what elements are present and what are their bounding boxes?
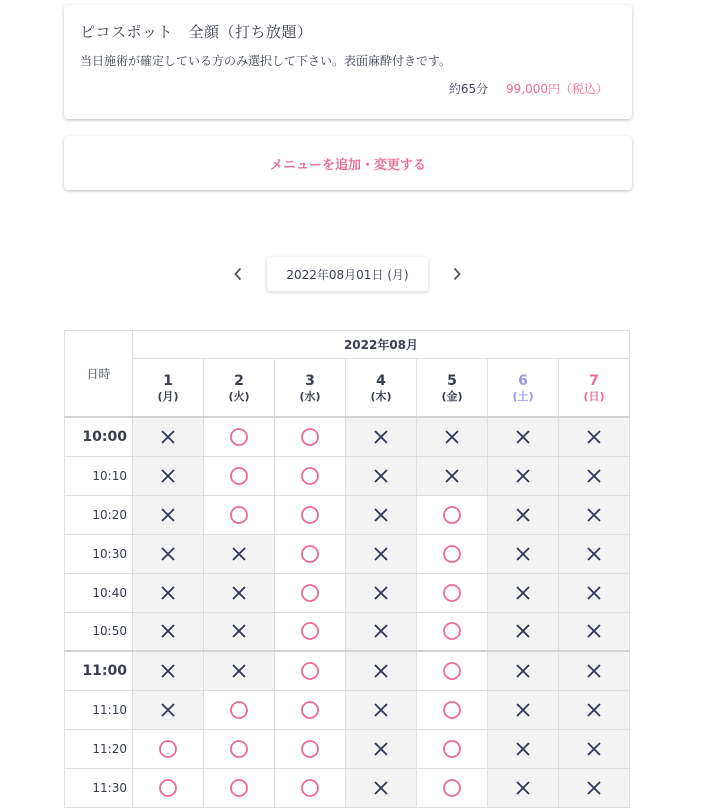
unavailable-slot: [488, 534, 559, 573]
day-header-5: [417, 359, 488, 418]
cross-unavailable-icon: [373, 546, 389, 562]
cross-unavailable-icon: [373, 468, 389, 484]
available-slot[interactable]: [275, 729, 346, 768]
cross-unavailable-icon: [444, 429, 460, 445]
circle-open-icon: [300, 583, 320, 603]
circle-open-icon: [229, 427, 249, 447]
available-slot[interactable]: [275, 456, 346, 495]
unavailable-slot: [346, 612, 417, 651]
available-slot[interactable]: [204, 495, 275, 534]
day-number: 1: [163, 372, 173, 389]
cross-unavailable-icon: [586, 546, 602, 562]
day-number: 6: [518, 372, 528, 389]
circle-open-icon: [300, 700, 320, 720]
circle-open-icon: [229, 700, 249, 720]
available-slot[interactable]: [204, 456, 275, 495]
day-header-7: [559, 359, 630, 418]
circle-open-icon: [158, 739, 178, 759]
available-slot[interactable]: [204, 690, 275, 729]
unavailable-slot: [488, 495, 559, 534]
time-slot-row: [65, 651, 630, 690]
day-header-4: [346, 359, 417, 418]
day-weekday: (日): [583, 389, 605, 403]
unavailable-slot: [559, 495, 630, 534]
cross-unavailable-icon: [160, 507, 176, 523]
unavailable-slot: [346, 768, 417, 807]
available-slot[interactable]: [417, 534, 488, 573]
menu-price: 99,000円（税込）: [506, 82, 608, 96]
chevron-left-icon[interactable]: [226, 262, 250, 286]
time-slot-row: [65, 690, 630, 729]
available-slot[interactable]: [417, 651, 488, 690]
available-slot[interactable]: [417, 495, 488, 534]
available-slot[interactable]: [417, 768, 488, 807]
unavailable-slot: [488, 651, 559, 690]
day-number: 5: [447, 372, 457, 389]
unavailable-slot: [488, 768, 559, 807]
day-number: 2: [234, 372, 244, 389]
slot-body: [65, 417, 630, 807]
add-change-menu-button[interactable]: [64, 136, 632, 190]
day-weekday: (火): [228, 389, 250, 403]
time-slot-row: [65, 495, 630, 534]
time-slot-row: [65, 456, 630, 495]
cross-unavailable-icon: [515, 741, 531, 757]
available-slot[interactable]: [275, 768, 346, 807]
available-slot[interactable]: [133, 729, 204, 768]
unavailable-slot: [559, 456, 630, 495]
circle-open-icon: [300, 739, 320, 759]
reservation-schedule-table: [64, 330, 630, 808]
day-header-6: [488, 359, 559, 418]
unavailable-slot: [346, 417, 417, 456]
circle-open-icon: [300, 544, 320, 564]
cross-unavailable-icon: [373, 741, 389, 757]
available-slot[interactable]: [417, 729, 488, 768]
circle-open-icon: [442, 621, 462, 641]
cross-unavailable-icon: [586, 663, 602, 679]
day-header-1: [133, 359, 204, 418]
unavailable-slot: [559, 651, 630, 690]
day-weekday: (月): [157, 389, 179, 403]
unavailable-slot: [346, 456, 417, 495]
cross-unavailable-icon: [373, 780, 389, 796]
time-label: 10:30: [65, 534, 133, 573]
unavailable-slot: [133, 573, 204, 612]
circle-open-icon: [442, 700, 462, 720]
unavailable-slot: [488, 690, 559, 729]
unavailable-slot: [417, 456, 488, 495]
circle-open-icon: [229, 778, 249, 798]
time-label: 10:20: [65, 495, 133, 534]
available-slot[interactable]: [204, 768, 275, 807]
add-change-menu-label: メニューを追加・変更する: [269, 158, 426, 173]
cross-unavailable-icon: [515, 468, 531, 484]
selected-menu-card: [64, 5, 632, 119]
cross-unavailable-icon: [373, 663, 389, 679]
cross-unavailable-icon: [160, 546, 176, 562]
cross-unavailable-icon: [231, 623, 247, 639]
cross-unavailable-icon: [586, 623, 602, 639]
circle-open-icon: [158, 778, 178, 798]
cross-unavailable-icon: [160, 468, 176, 484]
cross-unavailable-icon: [586, 702, 602, 718]
unavailable-slot: [204, 612, 275, 651]
cross-unavailable-icon: [373, 429, 389, 445]
unavailable-slot: [133, 690, 204, 729]
menu-title: ピコスポット 全顔（打ち放題）: [80, 23, 313, 41]
time-label: 10:00: [65, 417, 133, 456]
day-weekday: (木): [370, 389, 392, 403]
unavailable-slot: [488, 729, 559, 768]
chevron-right-icon[interactable]: [445, 262, 469, 286]
cross-unavailable-icon: [231, 663, 247, 679]
circle-open-icon: [442, 661, 462, 681]
unavailable-slot: [559, 534, 630, 573]
cross-unavailable-icon: [515, 429, 531, 445]
day-header-row: [65, 359, 630, 418]
cross-unavailable-icon: [515, 546, 531, 562]
cross-unavailable-icon: [515, 623, 531, 639]
time-label: 10:50: [65, 612, 133, 651]
available-slot[interactable]: [275, 651, 346, 690]
unavailable-slot: [133, 495, 204, 534]
time-label: 11:20: [65, 729, 133, 768]
unavailable-slot: [346, 651, 417, 690]
time-label: 10:10: [65, 456, 133, 495]
cross-unavailable-icon: [586, 780, 602, 796]
cross-unavailable-icon: [515, 507, 531, 523]
cross-unavailable-icon: [160, 702, 176, 718]
unavailable-slot: [346, 690, 417, 729]
menu-meta: [449, 80, 608, 97]
unavailable-slot: [133, 612, 204, 651]
unavailable-slot: [346, 729, 417, 768]
circle-open-icon: [229, 505, 249, 525]
circle-open-icon: [300, 427, 320, 447]
unavailable-slot: [346, 495, 417, 534]
unavailable-slot: [559, 612, 630, 651]
cross-unavailable-icon: [515, 780, 531, 796]
available-slot[interactable]: [417, 612, 488, 651]
unavailable-slot: [133, 534, 204, 573]
month-header: 2022年08月: [133, 331, 630, 359]
time-label: 11:10: [65, 690, 133, 729]
cross-unavailable-icon: [373, 702, 389, 718]
unavailable-slot: [204, 573, 275, 612]
time-slot-row: [65, 768, 630, 807]
available-slot[interactable]: [275, 690, 346, 729]
unavailable-slot: [133, 456, 204, 495]
time-label: 10:40: [65, 573, 133, 612]
menu-description: 当日施術が確定している方のみ選択して下さい。表面麻酔付きです。: [80, 54, 452, 68]
circle-open-icon: [300, 661, 320, 681]
cross-unavailable-icon: [231, 585, 247, 601]
unavailable-slot: [133, 417, 204, 456]
cross-unavailable-icon: [586, 429, 602, 445]
circle-open-icon: [300, 778, 320, 798]
unavailable-slot: [133, 651, 204, 690]
time-column-header: 日時: [65, 331, 133, 418]
unavailable-slot: [488, 417, 559, 456]
unavailable-slot: [204, 651, 275, 690]
cross-unavailable-icon: [515, 585, 531, 601]
unavailable-slot: [559, 690, 630, 729]
day-number: 7: [589, 372, 599, 389]
cross-unavailable-icon: [586, 741, 602, 757]
time-slot-row: [65, 417, 630, 456]
cross-unavailable-icon: [515, 702, 531, 718]
circle-open-icon: [300, 466, 320, 486]
current-date-button[interactable]: [267, 257, 428, 291]
time-slot-row: [65, 534, 630, 573]
cross-unavailable-icon: [160, 623, 176, 639]
cross-unavailable-icon: [515, 663, 531, 679]
unavailable-slot: [346, 534, 417, 573]
cross-unavailable-icon: [160, 585, 176, 601]
available-slot[interactable]: [133, 768, 204, 807]
circle-open-icon: [442, 505, 462, 525]
date-navigator: [0, 256, 707, 292]
cross-unavailable-icon: [586, 468, 602, 484]
unavailable-slot: [417, 417, 488, 456]
day-number: 3: [305, 372, 315, 389]
available-slot[interactable]: [275, 573, 346, 612]
circle-open-icon: [442, 544, 462, 564]
available-slot[interactable]: [275, 612, 346, 651]
unavailable-slot: [488, 456, 559, 495]
day-weekday: (土): [512, 389, 534, 403]
available-slot[interactable]: [275, 534, 346, 573]
available-slot[interactable]: [275, 495, 346, 534]
time-slot-row: [65, 729, 630, 768]
cross-unavailable-icon: [444, 468, 460, 484]
day-weekday: (金): [441, 389, 463, 403]
cross-unavailable-icon: [373, 623, 389, 639]
circle-open-icon: [229, 466, 249, 486]
circle-open-icon: [229, 739, 249, 759]
cross-unavailable-icon: [160, 663, 176, 679]
unavailable-slot: [559, 768, 630, 807]
day-weekday: (水): [299, 389, 321, 403]
unavailable-slot: [559, 417, 630, 456]
time-label: 11:30: [65, 768, 133, 807]
unavailable-slot: [488, 573, 559, 612]
unavailable-slot: [559, 573, 630, 612]
day-header-3: [275, 359, 346, 418]
cross-unavailable-icon: [231, 546, 247, 562]
current-date-label: 2022年08月01日 (月): [286, 267, 409, 282]
time-slot-row: [65, 573, 630, 612]
day-number: 4: [376, 372, 386, 389]
circle-open-icon: [442, 583, 462, 603]
cross-unavailable-icon: [373, 585, 389, 601]
time-slot-row: [65, 612, 630, 651]
available-slot[interactable]: [417, 690, 488, 729]
available-slot[interactable]: [275, 417, 346, 456]
cross-unavailable-icon: [586, 585, 602, 601]
available-slot[interactable]: [204, 417, 275, 456]
cross-unavailable-icon: [160, 429, 176, 445]
circle-open-icon: [300, 621, 320, 641]
day-header-2: [204, 359, 275, 418]
available-slot[interactable]: [204, 729, 275, 768]
circle-open-icon: [442, 739, 462, 759]
unavailable-slot: [488, 612, 559, 651]
unavailable-slot: [559, 729, 630, 768]
time-label: 11:00: [65, 651, 133, 690]
available-slot[interactable]: [417, 573, 488, 612]
circle-open-icon: [442, 778, 462, 798]
unavailable-slot: [346, 573, 417, 612]
cross-unavailable-icon: [373, 507, 389, 523]
circle-open-icon: [300, 505, 320, 525]
unavailable-slot: [204, 534, 275, 573]
menu-duration: 約65分: [448, 82, 489, 96]
cross-unavailable-icon: [586, 507, 602, 523]
